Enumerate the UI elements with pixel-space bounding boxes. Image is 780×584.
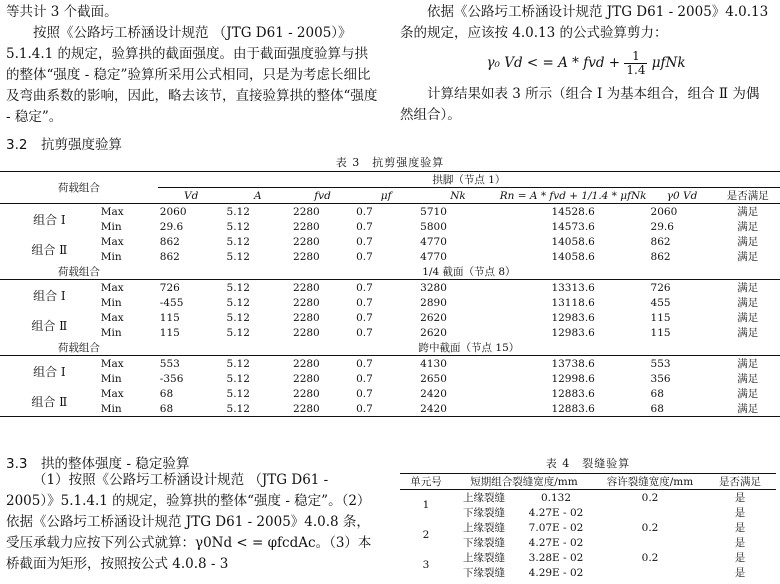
table4-width: 4.27E - 02 (528, 536, 584, 549)
table3-row-group: 组合 Ⅰ (33, 364, 66, 379)
table3-cell: 满足 (737, 403, 759, 415)
table4-row (400, 490, 776, 506)
table3-cell: 2420 (420, 402, 447, 415)
table3-row-group: 组合 Ⅰ (33, 212, 66, 227)
table3-row (0, 219, 780, 234)
table4-width: 7.07E - 02 (528, 521, 584, 534)
table4-ok: 是 (734, 492, 746, 504)
table4-header-row (400, 474, 776, 490)
left-column-top (6, 2, 378, 128)
table3-cell: 12883.6 (551, 387, 595, 400)
table3-cell: 14058.6 (551, 250, 595, 263)
table3-cell: 12983.6 (551, 326, 595, 339)
table3-cell: 满足 (737, 221, 759, 233)
formula-right: μfNk (651, 55, 686, 71)
table3-cell: 0.7 (356, 205, 373, 218)
table3-cell: 2280 (293, 205, 320, 218)
table3-section-row (0, 264, 780, 280)
table3-cell: 4770 (420, 250, 447, 263)
table3-cell: 115 (159, 311, 180, 324)
table3-cell: 2620 (420, 311, 447, 324)
table3-row (0, 310, 780, 325)
formula-left: γ₀ Vd < = A * fvd + (486, 55, 621, 71)
table3-cell: 0.7 (356, 311, 373, 324)
table3-cell: 5710 (420, 205, 447, 218)
table3-section-row (0, 340, 780, 356)
table3-row-type: Min (100, 296, 122, 309)
table3-cell: 2280 (293, 220, 320, 233)
table3-cell: 553 (159, 357, 180, 370)
table3-cell: 0.7 (356, 235, 373, 248)
table3-cell: 12883.6 (551, 402, 595, 415)
table3-cell: 5.12 (226, 311, 250, 324)
table3-row-type: Max (100, 281, 124, 294)
table3-cell: 2280 (293, 311, 320, 324)
table3-row-group: 组合 Ⅱ (31, 242, 68, 257)
table3-cell: 满足 (737, 312, 759, 324)
table3-cell: 5.12 (226, 220, 250, 233)
table4-unit: 2 (422, 529, 430, 541)
table3-row (0, 234, 780, 249)
table3-cell: 2280 (293, 281, 320, 294)
table4-width: 4.29E - 02 (528, 566, 584, 579)
table3-cell: 0.7 (356, 281, 373, 294)
table3-caption: 表 3 抗剪强度验算 (335, 156, 445, 169)
table3-row-type: Max (100, 357, 124, 370)
table3-cell: 0.7 (356, 387, 373, 400)
table4-row (400, 520, 776, 535)
table3-cell: 3280 (420, 281, 447, 294)
table3-cell: 2280 (293, 326, 320, 339)
table3-header-row (0, 172, 780, 188)
table4-caption: 表 4 裂缝验算 (545, 457, 631, 470)
table4-row (400, 535, 776, 550)
crack-check-table (400, 473, 776, 580)
table3-cell: 862 (650, 250, 671, 263)
table3-cell: 12998.6 (551, 372, 595, 385)
table3-column-header: Rn = A * fvd + 1/1.4 * μfNk (499, 189, 647, 202)
table3-cell: -356 (159, 372, 184, 385)
table4-allowed (596, 565, 704, 580)
table3-cell: 5.12 (226, 296, 250, 309)
table3-column-header: μf (354, 188, 418, 204)
table3-cell: 5.12 (226, 235, 250, 248)
table3-row-type: Min (100, 402, 122, 415)
table3-cell: 13313.6 (551, 281, 595, 294)
table3-cell: 2420 (420, 387, 447, 400)
table3-cell: 2280 (293, 296, 320, 309)
table3-cell: 2650 (420, 372, 447, 385)
paragraph-continuation: 等共计 3 个截面。 (6, 4, 118, 20)
table3-cell: 356 (650, 372, 671, 385)
table3-row (0, 249, 780, 264)
table3-row-type: Min (100, 250, 122, 263)
table4-width: 3.28E - 02 (528, 551, 584, 564)
table3-cell: 0.7 (356, 296, 373, 309)
table3-cell: 2280 (293, 357, 320, 370)
fraction-numerator: 1 (624, 50, 647, 64)
table3-cell: 68 (159, 402, 174, 415)
section-heading-3-2: 3.2 抗剪强度验算 (6, 137, 122, 153)
table3-cell: 68 (650, 387, 664, 400)
table4-allowed: 0.2 (641, 551, 659, 564)
table4-column-header: 短期组合裂缝宽度/mm (452, 474, 596, 490)
table3-cell: 115 (650, 326, 671, 339)
table3-row-type: Min (100, 372, 122, 385)
table3-column-header: fvd (291, 188, 354, 204)
table4-position: 下缘裂缝 (463, 537, 505, 549)
table4-unit: 3 (422, 559, 430, 571)
table4-position: 下缘裂缝 (463, 567, 505, 579)
table3-cell: 2620 (420, 326, 447, 339)
table3-column-header: γ0 Vd (649, 188, 716, 204)
table3-row-type: Min (100, 326, 122, 339)
table3-cell: 2280 (293, 372, 320, 385)
table3-cell: 68 (650, 402, 664, 415)
table3-cell: 12983.6 (551, 311, 595, 324)
table3-cell: 115 (159, 326, 180, 339)
table4-width: 4.27E - 02 (528, 506, 584, 519)
table3-cell: 4130 (420, 357, 447, 370)
table3-cell: 4770 (420, 235, 447, 248)
table3-row (0, 295, 780, 310)
table3-column-header: Vd (158, 188, 225, 204)
table3-row (0, 386, 780, 401)
table3-header-group: 荷载组合 (0, 172, 158, 204)
table3-cell: 5.12 (226, 326, 250, 339)
table3-cell: 5800 (420, 220, 447, 233)
table3-column-header: 是否满足 (716, 188, 780, 204)
table3-cell: 满足 (737, 236, 759, 248)
table3-cell: 0.7 (356, 250, 373, 263)
table4-position: 下缘裂缝 (463, 507, 505, 519)
table3-row-type: Max (100, 311, 124, 324)
table3-cell: 5.12 (226, 372, 250, 385)
table4-ok: 是 (734, 537, 746, 549)
table3-cell: 满足 (737, 282, 759, 294)
table3-cell: 2890 (420, 296, 447, 309)
table3-cell: 2060 (650, 205, 678, 218)
table3-cell: 0.7 (356, 326, 373, 339)
table3-row-group: 组合 Ⅱ (31, 318, 68, 333)
table4-row (400, 565, 776, 580)
table4-ok: 是 (734, 552, 746, 564)
table4-width: 0.132 (540, 491, 572, 504)
table3-section-group: 荷载组合 (0, 340, 158, 356)
table3-row (0, 356, 780, 372)
paragraph-section-strength: 按照《公路圬工桥涵设计规范 （JTG D61 - 2005）》5.1.4.1 的规定，验算拱的截面强度。由于截面强度验算与拱的整体“强度 - 稳定”验算所采用公式相同，只是为考虑长细比及弯曲系数的影响，因此，略去该节，直接验算拱的整体“强度 - 稳定”。 (6, 25, 378, 125)
table4-unit: 1 (422, 499, 430, 511)
table4-ok: 是 (734, 522, 746, 534)
table4-ok: 是 (734, 567, 746, 579)
table3-cell: 862 (650, 235, 671, 248)
table3-cell: 满足 (737, 388, 759, 400)
table3-cell: 553 (650, 357, 671, 370)
table3-row-type: Max (100, 387, 124, 400)
table3-row (0, 325, 780, 340)
table3-row-group: 组合 Ⅰ (33, 288, 66, 303)
table3-cell: 0.7 (356, 372, 373, 385)
table3-cell: 2280 (293, 387, 320, 400)
table4-column-header: 单元号 (400, 474, 452, 490)
table3-cell: 115 (650, 311, 671, 324)
table3-cell: 455 (650, 296, 671, 309)
table3-cell: 14528.6 (551, 205, 595, 218)
paragraph-results: 计算结果如表 3 所示（组合 Ⅰ 为基本组合，组合 Ⅱ 为偶然组合）。 (400, 86, 760, 123)
table3-cell: 满足 (737, 358, 759, 370)
table3-cell: 0.7 (356, 220, 373, 233)
fraction-denominator: 1.4 (626, 63, 646, 77)
table3-cell: 726 (650, 281, 671, 294)
table3-cell: 满足 (737, 297, 759, 309)
table3-cell: 5.12 (226, 281, 250, 294)
table3-row (0, 371, 780, 386)
table3-cell: 862 (159, 250, 180, 263)
table4-ok: 是 (734, 507, 746, 519)
table4-allowed: 0.2 (641, 491, 659, 504)
table3-section-group: 荷载组合 (0, 264, 158, 280)
formula-fraction (624, 50, 647, 77)
shear-check-table (0, 171, 780, 417)
right-column-top (400, 2, 772, 126)
table3-cell: 满足 (737, 251, 759, 263)
table4-position: 上缘裂缝 (463, 552, 505, 564)
table3-cell: 726 (159, 281, 180, 294)
table3-row (0, 280, 780, 296)
table3-row-type: Max (100, 205, 124, 218)
table4-position: 上缘裂缝 (463, 492, 505, 504)
table3-row-group: 组合 Ⅱ (31, 394, 68, 409)
paragraph-stability: （1）按照《公路圬工桥涵设计规范 （JTG D61 - 2005）》5.1.4.1 的规定，验算拱的整体“强度 - 稳定”。（2）依据《公路圬工桥涵设计规范 JTG D61 - 2005》4.0.8 条，受压承载力应按下列公式就算：γ0Nd < = φfcdAc。（3）本桥截面为矩形，按照按公式 4.0.8 - 3 (6, 472, 372, 572)
table3-row-type: Min (100, 220, 122, 233)
table3-cell: 2280 (293, 402, 320, 415)
table3-row (0, 204, 780, 220)
table3-row (0, 401, 780, 417)
section-heading-3-3: 3.3 拱的整体强度 - 稳定验算 (6, 456, 190, 472)
table3-cell: 5.12 (226, 250, 250, 263)
table4-allowed: 0.2 (641, 521, 659, 534)
table3-column-header: A (225, 188, 291, 204)
table3-cell: 5.12 (226, 387, 250, 400)
table3-cell: 满足 (737, 206, 759, 218)
table3-cell: 5.12 (226, 357, 250, 370)
paragraph-shear-rule: 依据《公路圬工桥涵设计规范 JTG D61 - 2005》4.0.13 条的规定，应该按 4.0.13 的公式验算剪力： (400, 4, 769, 41)
table4-row (400, 550, 776, 565)
table3-cell: 68 (159, 387, 174, 400)
table3-cell: 14573.6 (551, 220, 595, 233)
table3-cell: 满足 (737, 327, 759, 339)
shear-formula (400, 50, 772, 80)
table3-cell: -455 (159, 296, 184, 309)
table3-section-label: 跨中截面（节点 15） (158, 340, 780, 356)
table3-cell: 2060 (159, 205, 187, 218)
table3-row-type: Max (100, 235, 124, 248)
table4-column-header: 是否满足 (704, 474, 776, 490)
table3-cell: 14058.6 (551, 235, 595, 248)
table3-cell: 满足 (737, 373, 759, 385)
table3-cell: 5.12 (226, 402, 250, 415)
table3-cell: 2280 (293, 235, 320, 248)
table3-cell: 862 (159, 235, 180, 248)
table4-row (400, 505, 776, 520)
table4-allowed (596, 505, 704, 520)
table3-cell: 0.7 (356, 357, 373, 370)
table4-allowed (596, 535, 704, 550)
table3-column-header: Nk (418, 188, 498, 204)
table3-cell: 2280 (293, 250, 320, 263)
table3-cell: 0.7 (356, 402, 373, 415)
table3-cell: 13118.6 (551, 296, 595, 309)
table3-section-label: 1/4 截面（节点 8） (158, 264, 780, 280)
table3-cell: 13738.6 (551, 357, 595, 370)
table4-position: 上缘裂缝 (463, 522, 505, 534)
table3-cell: 29.6 (159, 220, 184, 233)
left-column-bottom (6, 470, 378, 575)
table3-cell: 5.12 (226, 205, 250, 218)
table3-header-span: 拱脚（节点 1） (158, 172, 780, 188)
table3-cell: 29.6 (650, 220, 674, 233)
table4-column-header: 容许裂缝宽度/mm (596, 474, 704, 490)
